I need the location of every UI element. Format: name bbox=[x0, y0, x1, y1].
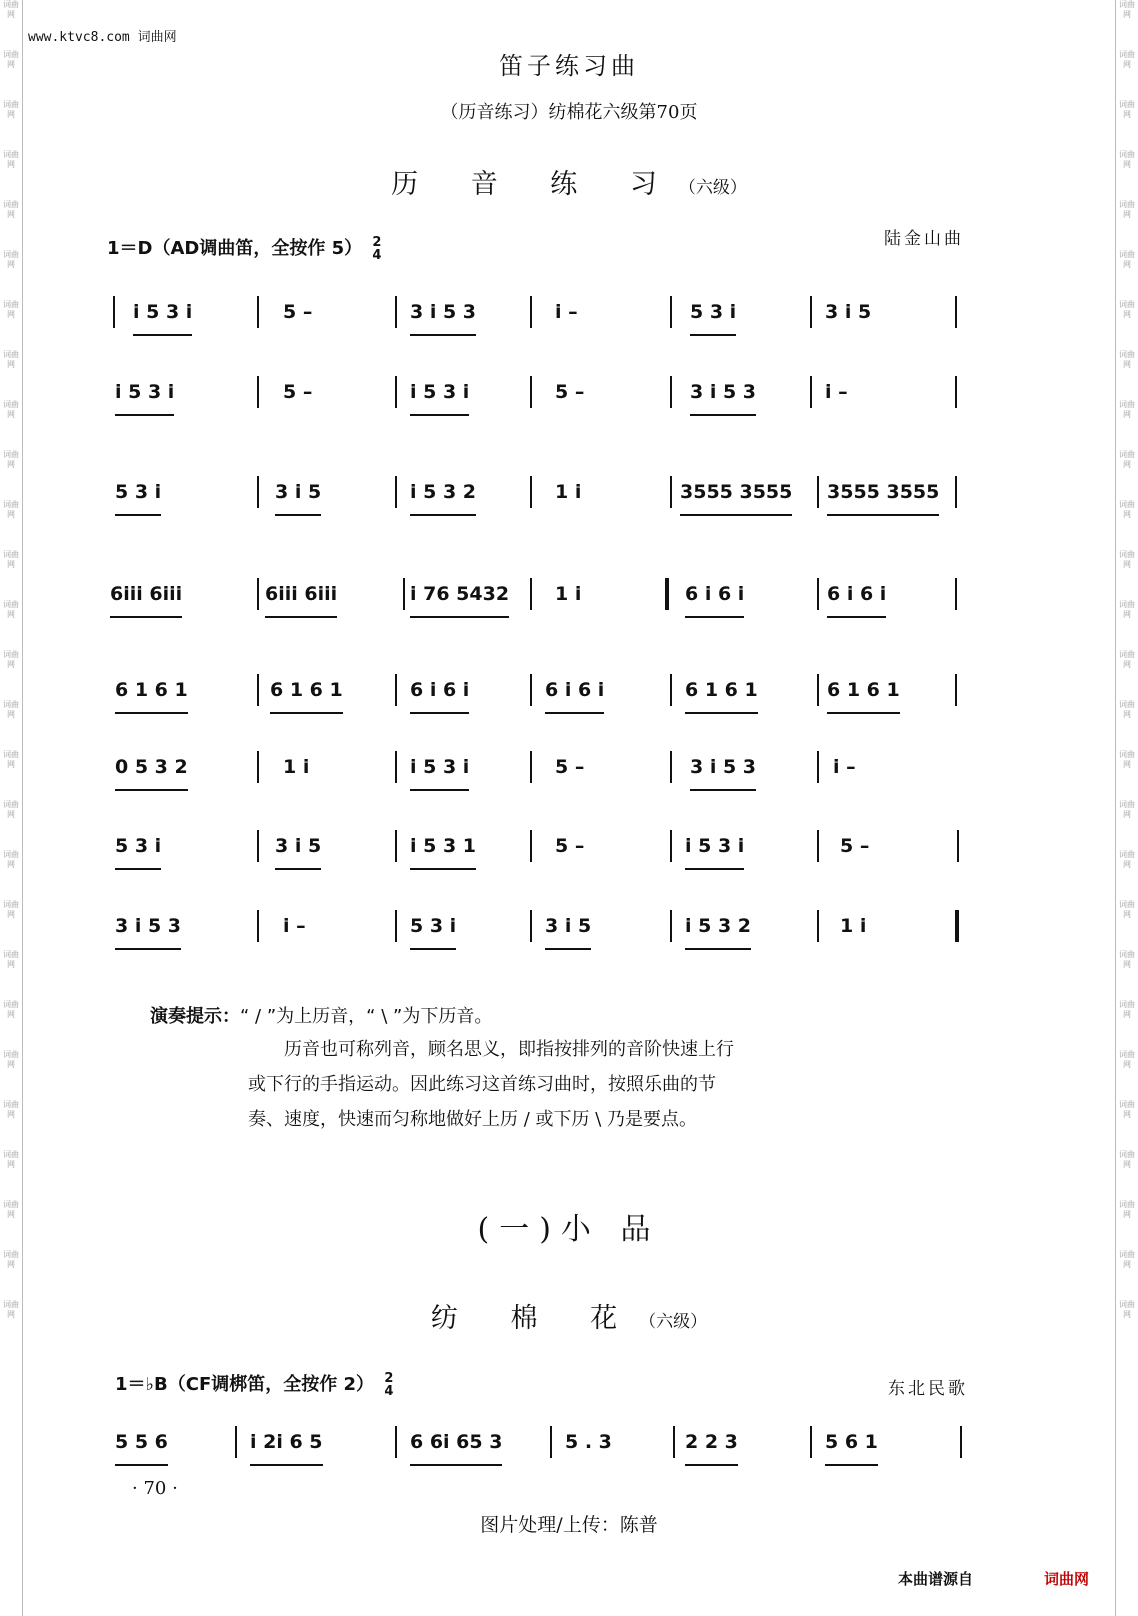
hint-label-text: “ / ”为上历音，“ \ ”为下历音。 bbox=[240, 1006, 493, 1027]
measure: 6 i 6 i bbox=[685, 572, 744, 618]
measure: 3 i 5 3 bbox=[690, 370, 756, 416]
barline bbox=[530, 830, 532, 862]
measure: 5 – bbox=[555, 756, 585, 778]
piece1-key: 1＝D（AD调曲笛，全按作 5） bbox=[107, 238, 363, 259]
final-barline bbox=[955, 910, 959, 942]
measure: i – bbox=[555, 301, 578, 323]
performance-hint-label bbox=[150, 1002, 492, 1028]
piece2-composer: 东北民歌 bbox=[888, 1379, 968, 1399]
piece2-key-signature bbox=[115, 1370, 393, 1398]
measure: i 5 3 1 bbox=[410, 824, 476, 870]
piece2-level: （六级） bbox=[639, 1312, 708, 1332]
upload-credit: 图片处理/上传：陈普 bbox=[480, 1514, 658, 1536]
measure: i 76 5432 bbox=[410, 572, 509, 618]
piece1-composer: 陆金山曲 bbox=[884, 229, 964, 249]
repeat-start-barline bbox=[113, 296, 115, 328]
measure: 5 . 3 bbox=[565, 1431, 612, 1453]
repeat-end-barline bbox=[665, 578, 669, 610]
barline bbox=[530, 578, 532, 610]
time-sig-bottom: 4 bbox=[372, 248, 382, 263]
barline bbox=[955, 578, 957, 610]
measure: 2 2 3 bbox=[685, 1420, 738, 1466]
measure: 3 i 5 3 bbox=[115, 904, 181, 950]
barline bbox=[530, 376, 532, 408]
barline bbox=[257, 910, 259, 942]
section-heading: (一)小 品 bbox=[477, 1212, 661, 1247]
measure: i 5 3 i bbox=[115, 370, 174, 416]
measure: 3 i 5 bbox=[825, 301, 872, 323]
barline bbox=[395, 910, 397, 942]
measure: i 5 3 2 bbox=[685, 904, 751, 950]
barline bbox=[670, 674, 672, 706]
left-watermark-strip: 词曲网 词曲网 词曲网 词曲网 词曲网 词曲网 词曲网 词曲网 词曲网 词曲网 词曲网 词曲网 词曲网 词曲网 词曲网 词曲网 词曲网 词曲网 词曲网 词曲网 词曲网 词曲网 词曲网 词曲网 词曲网 词曲网 词曲网 bbox=[0, 0, 23, 1616]
barline bbox=[817, 751, 819, 783]
piece2-key: 1＝♭B（CF调梆笛，全按作 2） bbox=[115, 1374, 375, 1395]
score-row-4 bbox=[105, 572, 1005, 616]
measure: 1 i bbox=[555, 583, 582, 605]
measure: 1 i bbox=[555, 481, 582, 503]
barline bbox=[257, 296, 259, 328]
measure: 3 i 5 3 bbox=[410, 290, 476, 336]
measure: i – bbox=[833, 756, 856, 778]
barline bbox=[817, 578, 819, 610]
piece1-level: （六级） bbox=[678, 178, 747, 198]
score-row-5 bbox=[105, 668, 1005, 712]
piece1-title bbox=[0, 162, 1138, 201]
barline bbox=[257, 674, 259, 706]
time-sig-top: 2 bbox=[384, 1371, 394, 1386]
footer-site-link[interactable]: 词曲网 bbox=[1044, 1570, 1090, 1588]
piece1-time-signature bbox=[372, 236, 381, 262]
measure: 6 i 6 i bbox=[827, 572, 886, 618]
piece1-name: 历 音 练 习 bbox=[391, 169, 679, 200]
measure: 6 i 6 i bbox=[410, 668, 469, 714]
barline bbox=[257, 751, 259, 783]
measure: 5 3 i bbox=[690, 290, 736, 336]
barline bbox=[955, 296, 957, 328]
barline bbox=[257, 376, 259, 408]
right-watermark-strip: 词曲网 词曲网 词曲网 词曲网 词曲网 词曲网 词曲网 词曲网 词曲网 词曲网 词曲网 词曲网 词曲网 词曲网 词曲网 词曲网 词曲网 词曲网 词曲网 词曲网 词曲网 词曲网 词曲网 词曲网 词曲网 词曲网 词曲网 bbox=[1115, 0, 1138, 1616]
barline bbox=[395, 476, 397, 508]
barline bbox=[257, 830, 259, 862]
barline bbox=[257, 476, 259, 508]
barline bbox=[530, 296, 532, 328]
measure: 5 6 1 bbox=[825, 1420, 878, 1466]
measure: i 5 3 i bbox=[410, 370, 469, 416]
barline bbox=[817, 674, 819, 706]
barline bbox=[955, 674, 957, 706]
score-row-2 bbox=[105, 370, 1005, 414]
barline bbox=[810, 1426, 812, 1458]
hint-paragraph: 历音也可称列音，顾名思义，即指按排列的音阶快速上行或下行的手指运动。因此练习这首练习曲时，按照乐曲的节奏、速度，快速而匀称地做好上历 / 或下历 \ 乃是要点。 bbox=[248, 1039, 734, 1130]
time-sig-top: 2 bbox=[372, 235, 382, 250]
footer-source-label: 本曲谱源自 bbox=[898, 1570, 974, 1588]
measure: 5 5 6 bbox=[115, 1420, 168, 1466]
barline bbox=[670, 296, 672, 328]
measure: 5 – bbox=[283, 381, 313, 403]
hint-label-bold: 演奏提示： bbox=[150, 1006, 240, 1027]
piece2-title bbox=[0, 1296, 1138, 1335]
barline bbox=[530, 751, 532, 783]
measure: 5 – bbox=[283, 301, 313, 323]
page-number: · 70 · bbox=[132, 1478, 178, 1499]
measure: 0 5 3 2 bbox=[115, 745, 188, 791]
source-url[interactable]: www.ktvc8.com 词曲网 bbox=[28, 30, 177, 45]
score-row-1 bbox=[105, 290, 1005, 334]
page-subtitle: （历音练习）纺棉花六级第70页 bbox=[440, 102, 698, 123]
measure: 1 i bbox=[283, 756, 310, 778]
score-row-8 bbox=[105, 904, 1005, 948]
barline bbox=[395, 751, 397, 783]
barline bbox=[530, 674, 532, 706]
barline bbox=[395, 674, 397, 706]
barline bbox=[235, 1426, 237, 1458]
performance-hint-body bbox=[248, 1032, 748, 1137]
page-title: 笛子练习曲 bbox=[499, 52, 639, 80]
barline bbox=[817, 830, 819, 862]
barline bbox=[257, 578, 259, 610]
barline bbox=[810, 376, 812, 408]
barline bbox=[670, 751, 672, 783]
measure: 3555 3555 bbox=[680, 470, 792, 516]
measure: 1 i bbox=[840, 915, 867, 937]
measure: i 5 3 i bbox=[685, 824, 744, 870]
barline bbox=[955, 376, 957, 408]
barline bbox=[550, 1426, 552, 1458]
barline bbox=[817, 476, 819, 508]
piece2-score-row bbox=[105, 1420, 1005, 1464]
measure: 3 i 5 bbox=[275, 824, 321, 870]
barline bbox=[673, 1426, 675, 1458]
measure: 5 3 i bbox=[410, 904, 456, 950]
measure: 6 1 6 1 bbox=[270, 668, 343, 714]
barline bbox=[395, 296, 397, 328]
measure: 5 3 i bbox=[115, 470, 161, 516]
measure: 6 1 6 1 bbox=[827, 668, 900, 714]
measure: 6 6i 65 3 bbox=[410, 1420, 502, 1466]
time-sig-bottom: 4 bbox=[384, 1384, 394, 1399]
measure: 6iii 6iii bbox=[265, 572, 337, 618]
barline bbox=[670, 830, 672, 862]
measure: i 2i 6 5 bbox=[250, 1420, 323, 1466]
barline bbox=[957, 830, 959, 862]
measure: 3 i 5 bbox=[275, 470, 321, 516]
measure: 5 – bbox=[555, 835, 585, 857]
barline bbox=[403, 578, 405, 610]
measure: i 5 3 i bbox=[410, 745, 469, 791]
score-row-3 bbox=[105, 470, 1005, 514]
measure: 3 i 5 3 bbox=[690, 745, 756, 791]
barline bbox=[530, 910, 532, 942]
score-row-6 bbox=[105, 745, 1005, 789]
measure: 6 1 6 1 bbox=[115, 668, 188, 714]
measure: 5 3 i bbox=[115, 824, 161, 870]
piece2-time-signature bbox=[384, 1372, 393, 1398]
measure: i 5 3 2 bbox=[410, 470, 476, 516]
barline bbox=[670, 910, 672, 942]
measure: 5 – bbox=[555, 381, 585, 403]
score-row-7 bbox=[105, 824, 1005, 868]
barline bbox=[670, 376, 672, 408]
measure: 6 i 6 i bbox=[545, 668, 604, 714]
measure: i – bbox=[825, 381, 848, 403]
barline bbox=[817, 910, 819, 942]
barline bbox=[810, 296, 812, 328]
measure: i 5 3 i bbox=[133, 290, 192, 336]
barline bbox=[395, 376, 397, 408]
piece1-key-signature bbox=[107, 234, 381, 262]
measure: 3555 3555 bbox=[827, 470, 939, 516]
measure: 5 – bbox=[840, 835, 870, 857]
barline bbox=[955, 476, 957, 508]
measure: 6iii 6iii bbox=[110, 572, 182, 618]
piece2-name: 纺 棉 花 bbox=[430, 1303, 640, 1334]
barline bbox=[530, 476, 532, 508]
barline bbox=[395, 1426, 397, 1458]
barline bbox=[395, 830, 397, 862]
barline bbox=[960, 1426, 962, 1458]
measure: 6 1 6 1 bbox=[685, 668, 758, 714]
barline bbox=[670, 476, 672, 508]
measure: i – bbox=[283, 915, 306, 937]
measure: 3 i 5 bbox=[545, 904, 591, 950]
